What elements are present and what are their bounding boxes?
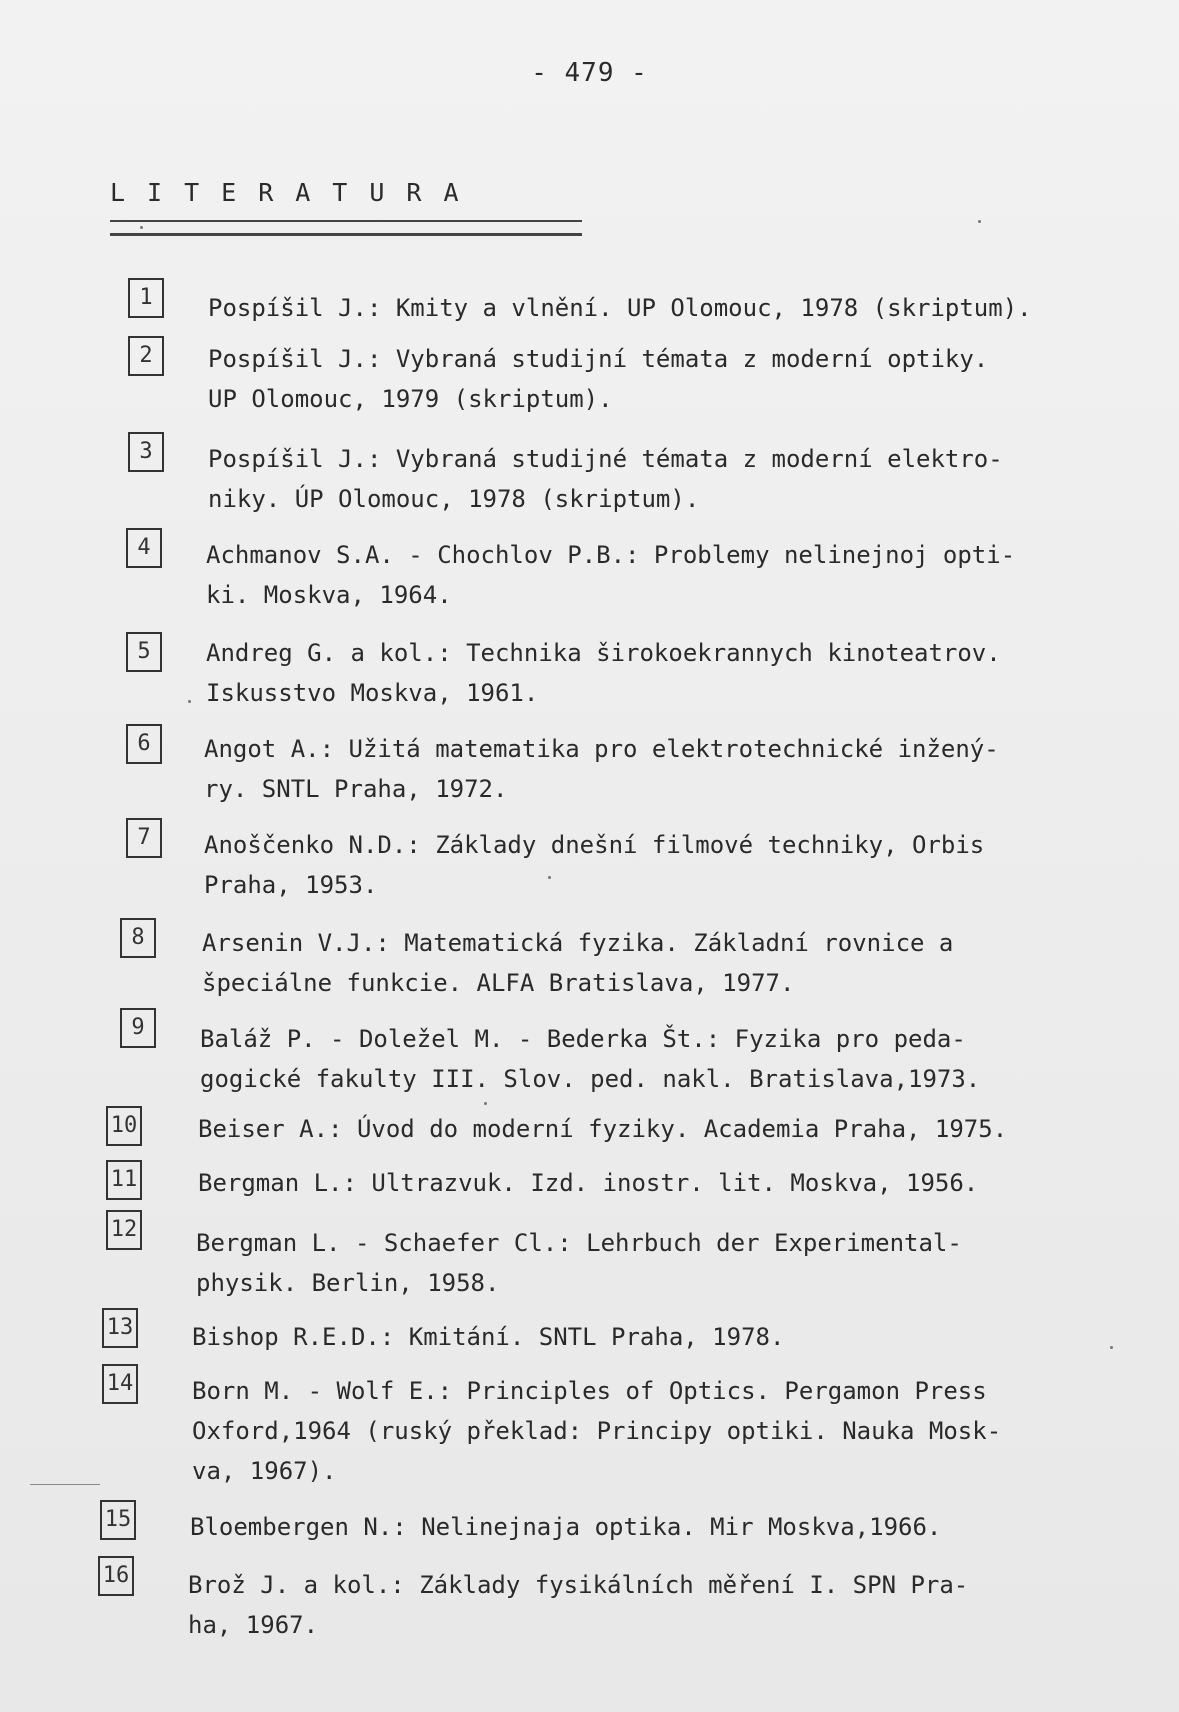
reference-line: Bergman L. - Schaefer Cl.: Lehrbuch der Experimental- (196, 1229, 962, 1257)
reference-line: va, 1967). (192, 1457, 337, 1485)
reference-line: niky. ÚP Olomouc, 1978 (skriptum). (208, 485, 700, 513)
reference-line: ki. Moskva, 1964. (206, 581, 452, 609)
reference-number: 2 (128, 336, 164, 376)
reference-number: 8 (120, 918, 156, 958)
reference-line: Beiser A.: Úvod do moderní fyziky. Academia Praha, 1975. (198, 1115, 1008, 1143)
reference-number: 10 (106, 1106, 142, 1146)
reference-line: Anoščenko N.D.: Základy dnešní filmové techniky, Orbis (204, 831, 985, 859)
reference-number: 4 (126, 528, 162, 568)
reference-number: 13 (102, 1308, 138, 1348)
reference-number: 6 (126, 724, 162, 764)
paper-speck (188, 700, 191, 703)
stray-mark (30, 1484, 100, 1485)
reference-number: 14 (102, 1364, 138, 1404)
reference-line: ha, 1967. (188, 1611, 319, 1639)
reference-number: 15 (100, 1500, 136, 1540)
reference-line: UP Olomouc, 1979 (skriptum). (208, 385, 613, 413)
reference-line: špeciálne funkcie. ALFA Bratislava, 1977. (202, 969, 795, 997)
reference-line: Angot A.: Užitá matematika pro elektrotechnické inžený- (204, 735, 999, 763)
reference-line: gogické fakulty III. Slov. ped. nakl. Bratislava,1973. (200, 1065, 981, 1093)
reference-line: Oxford,1964 (ruský překlad: Principy optiki. Nauka Mosk- (192, 1417, 1002, 1445)
reference-number: 1 (128, 278, 164, 318)
page-number: - 479 - (531, 58, 648, 88)
paper-speck (140, 226, 143, 229)
reference-number: 5 (126, 632, 162, 672)
reference-line: Pospíšil J.: Kmity a vlnění. UP Olomouc, 1978 (skriptum). (208, 294, 1032, 322)
reference-line: Achmanov S.A. - Chochlov P.B.: Problemy nelinejnoj opti- (206, 541, 1016, 569)
reference-line: Iskusstvo Moskva, 1961. (206, 679, 539, 707)
paper-speck (484, 1102, 487, 1105)
reference-number: 3 (128, 432, 164, 472)
reference-line: Brož J. a kol.: Základy fysikálních měření I. SPN Pra- (188, 1571, 969, 1599)
paper-speck (548, 876, 551, 879)
reference-number: 11 (106, 1160, 142, 1200)
reference-line: Pospíšil J.: Vybraná studijné témata z moderní elektro- (208, 445, 1003, 473)
section-title: LITERATURA (110, 178, 481, 207)
reference-line: Andreg G. a kol.: Technika širokoekrannych kinoteatrov. (206, 639, 1001, 667)
reference-number: 12 (106, 1210, 142, 1250)
reference-number: 9 (120, 1008, 156, 1048)
reference-line: Bishop R.E.D.: Kmitání. SNTL Praha, 1978. (192, 1323, 785, 1351)
reference-line: Praha, 1953. (204, 871, 378, 899)
reference-line: ry. SNTL Praha, 1972. (204, 775, 508, 803)
reference-line: Baláž P. - Doležel M. - Bederka Št.: Fyzika pro peda- (200, 1025, 966, 1053)
reference-number: 16 (98, 1556, 134, 1596)
reference-line: Bergman L.: Ultrazvuk. Izd. inostr. lit. Moskva, 1956. (198, 1169, 979, 1197)
paper-speck (1110, 1346, 1113, 1349)
reference-line: Bloembergen N.: Nelinejnaja optika. Mir Moskva,1966. (190, 1513, 942, 1541)
reference-line: Pospíšil J.: Vybraná studijní témata z moderní optiky. (208, 345, 989, 373)
reference-line: physik. Berlin, 1958. (196, 1269, 500, 1297)
reference-line: Born M. - Wolf E.: Principles of Optics. Pergamon Press (192, 1377, 987, 1405)
reference-line: Arsenin V.J.: Matematická fyzika. Základní rovnice a (202, 929, 954, 957)
reference-number: 7 (126, 818, 162, 858)
paper-speck (978, 220, 981, 223)
